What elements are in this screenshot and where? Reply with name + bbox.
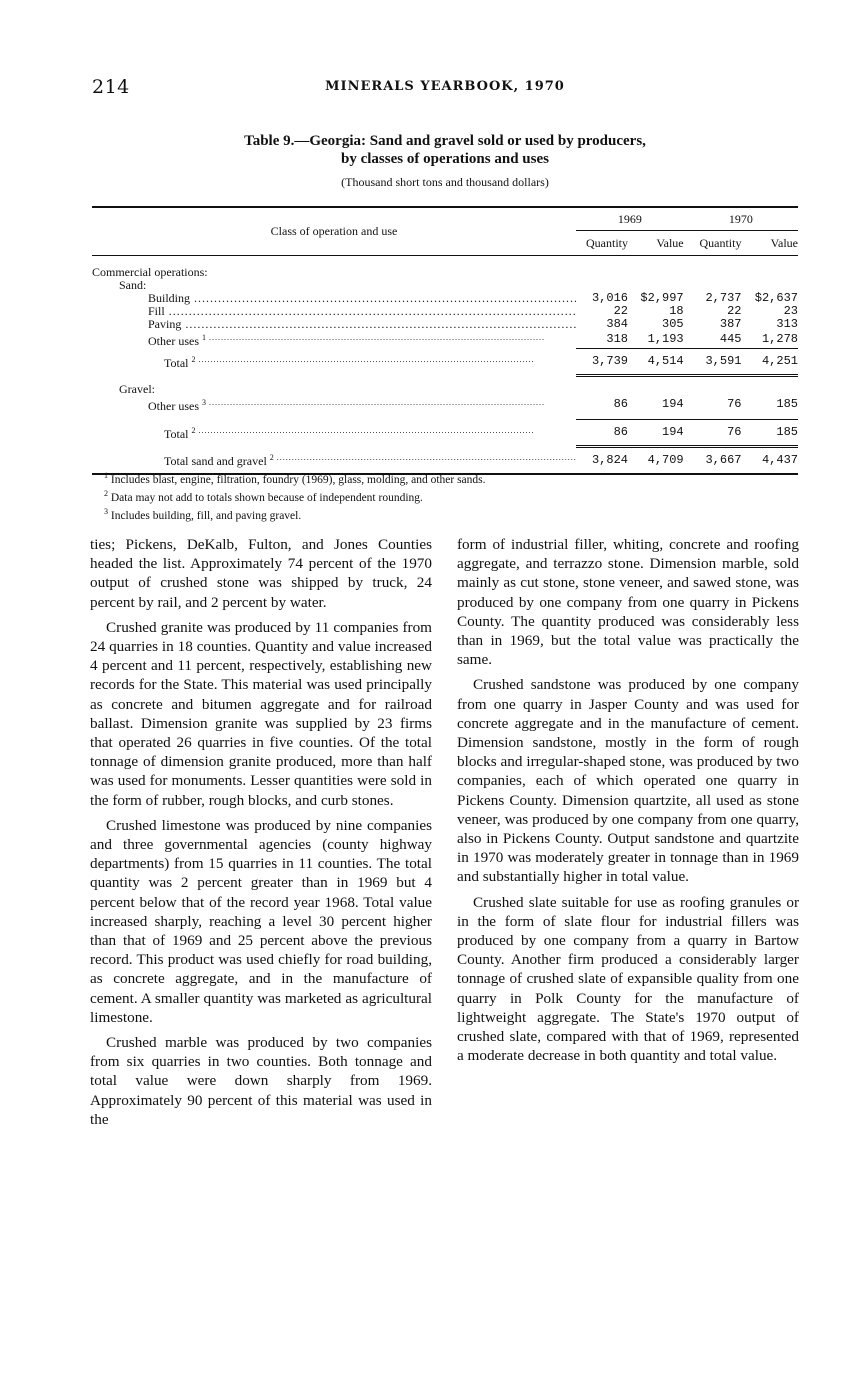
row-label-sand-total: Total [164, 356, 189, 370]
table-row [92, 396, 798, 413]
cell-sand-total-v1970: 4,251 [741, 348, 798, 375]
footnote: $^1$ Includes blast, engine, filtration, foundry (1969), glass, molding, and other sands. [104, 471, 486, 486]
page-header [92, 76, 798, 100]
cell-grand-total-q1970: 3,667 [705, 452, 742, 467]
paragraph: Crushed sandstone was produced by one company from one quarry in Jasper County and was used for concrete aggregate and in the manufacture of cement. Dimension sandstone, mostly in the form of rough blocks and irregular-shaped stone, was produced by two companies, each of which operated one quarry in Pickens County. Dimension quartzite, all used as stone veneer, was produced by one company from one quarry, also in Pickens County. Output sandstone and quartzite in 1970 was moderately greater in tonnage than in 1969 and substantially higher in total value. [457, 676, 799, 886]
cell-grand-total-q1969: 3,824 [591, 452, 628, 467]
cell-other-sand-q1969: 318 [606, 331, 628, 346]
table-title-line-2: by classes of operations and uses [341, 151, 549, 167]
table-title [92, 132, 798, 168]
footnote: $^3$ Includes building, fill, and paving gravel. [104, 506, 302, 522]
cell-fill-v1969: 18 [669, 304, 684, 318]
table-row [92, 419, 798, 446]
body-column-left [90, 535, 432, 1135]
cell-paving-q1970: 387 [719, 317, 742, 331]
column-header-class: Class of operation and use [92, 207, 576, 256]
table-row [92, 331, 798, 348]
table-row [92, 266, 798, 279]
table-subtitle: (Thousand short tons and thousand dollars) [341, 175, 549, 189]
column-header-1969: 1969 [576, 207, 684, 231]
paragraph: form of industrial filler, whiting, concrete and roofing aggregate, and terrazzo stone. Dimension marble, sold mainly as cut stone, stone veneer, and sawed stone, was produced by one company from one quarry in Pickens County. The quantity produced was considerably less than in 1969, but the total value was practically the same. [457, 536, 799, 669]
cell-other-sand-q1970: 445 [719, 331, 742, 346]
cell-fill-q1970: 22 [727, 304, 742, 318]
table-footnotes [104, 469, 804, 522]
column-header-quantity-1970: Quantity [684, 231, 742, 256]
running-title: MINERALS YEARBOOK, 1970 [325, 79, 565, 94]
body-column-right [457, 535, 799, 1071]
cell-building-q1969: 3,016 [591, 291, 628, 305]
footnote-ref: $^3$ ..... [202, 398, 545, 407]
row-label-commercial: Commercial operations: [92, 266, 208, 279]
cell-fill-q1969: 22 [613, 304, 628, 318]
table-row [92, 279, 798, 292]
cell-sand-total-q1970: 3,591 [684, 348, 742, 375]
row-label-paving: Paving ..... [148, 318, 576, 331]
footnote: $^2$ Data may not add to totals shown because of independent rounding. [104, 488, 423, 504]
sand-gravel-table [92, 206, 798, 475]
footnote-ref: $^2$ ..... [270, 453, 576, 462]
table-row [92, 292, 798, 305]
cell-building-v1969: $2,997 [640, 291, 684, 305]
paragraph: Crushed slate suitable for use as roofing granules or in the form of slate flour for industrial fillers was produced by one company from a quarry in Bartow County. Another firm produced a considerably larger tonnage of crushed slate of expansible quality from one quarry in Polk County for the manufacture of lightweight aggregate. The State's 1970 output of crushed slate, compared with that of 1969, represented a moderate decrease in both quantity and total value. [457, 893, 799, 1065]
row-label-fill: Fill ..... [148, 305, 576, 318]
cell-gravel-total-v1969: 194 [628, 419, 684, 446]
paragraph: Crushed limestone was produced by nine companies and three governmental agencies (county highway departments) from 15 quarries in 11 counties. The total quantity was 2 percent greater than in 1969 but 4 percent below that of the record year 1968. Total value increased sharply, reaching a level 30 percent higher than that of 1969 and 25 percent above the previous record. This product was used chiefly for road building, as concrete aggregate, and in the manufacture of cement. A smaller quantity was marketed as agricultural limestone. [90, 816, 432, 1026]
column-header-value-1969: Value [628, 231, 684, 256]
cell-paving-q1969: 384 [606, 317, 628, 331]
column-header-1970: 1970 [684, 207, 798, 231]
table-title-line-1: Table 9.—Georgia: Sand and gravel sold or used by producers, [244, 133, 646, 149]
cell-other-gravel-v1970: 185 [776, 396, 798, 411]
column-header-value-1970: Value [741, 231, 798, 256]
cell-other-gravel-v1969: 194 [662, 396, 684, 411]
cell-other-gravel-q1969: 86 [613, 396, 628, 411]
footnote-ref: $^1$ ..... [202, 333, 545, 342]
cell-gravel-total-v1970: 185 [741, 419, 798, 446]
cell-other-gravel-q1970: 76 [727, 396, 742, 411]
paragraph: Crushed marble was produced by two companies from six quarries in two counties. Both tonnage and total value were down sharply from 1969. Approximately 90 percent of this material was used in the [90, 1034, 432, 1128]
cell-other-sand-v1969: 1,193 [647, 331, 684, 346]
cell-gravel-total-q1969: 86 [576, 419, 628, 446]
table-row [92, 318, 798, 331]
row-label-grand-total: Total sand and gravel [164, 454, 267, 468]
footnote-ref: $^2$ ..... [192, 426, 535, 435]
cell-sand-total-q1969: 3,739 [576, 348, 628, 375]
paragraph: ties; Pickens, DeKalb, Fulton, and Jones Counties headed the list. Approximately 74 percent of the 1970 output of crushed stone was shipped by truck, 24 percent by rail, and 2 percent by water. [90, 536, 432, 611]
footnote-ref: $^2$ ..... [192, 355, 535, 364]
cell-grand-total-v1969: 4,709 [647, 452, 684, 467]
table-row [92, 383, 798, 396]
row-label-other-uses-gravel: Other uses [148, 398, 199, 413]
cell-building-q1970: 2,737 [705, 291, 742, 305]
cell-paving-v1970: 313 [776, 317, 798, 331]
cell-paving-v1969: 305 [662, 317, 684, 331]
row-label-gravel-total: Total [164, 427, 189, 441]
cell-building-v1970: $2,637 [754, 291, 798, 305]
row-label-gravel: Gravel: [119, 382, 155, 396]
cell-sand-total-v1969: 4,514 [628, 348, 684, 375]
page-number: 214 [92, 76, 130, 98]
table-row [92, 348, 798, 375]
paragraph: Crushed granite was produced by 11 companies from 24 quarries in 18 counties. Quantity and value increased 4 percent and 11 percent, respectively, establishing new records for the State. This material was used principally as concrete and bitumen aggregate and for railroad ballast. Dimension granite was supplied by 23 firms that operated 26 quarries in five counties. Of the total tonnage of dimension granite produced, more than half was used for monuments. Lesser quantities were sold in the form of rubber, rough blocks, and curb stones. [90, 618, 432, 809]
row-label-other-uses-sand: Other uses [148, 334, 199, 348]
cell-fill-v1970: 23 [783, 304, 798, 318]
column-header-quantity-1969: Quantity [576, 231, 628, 256]
row-label-building: Building ..... [148, 292, 576, 305]
cell-gravel-total-q1970: 76 [684, 419, 742, 446]
table-row [92, 305, 798, 318]
row-label-sand: Sand: [119, 279, 147, 292]
cell-grand-total-v1970: 4,437 [761, 452, 798, 467]
cell-other-sand-v1970: 1,278 [761, 331, 798, 346]
